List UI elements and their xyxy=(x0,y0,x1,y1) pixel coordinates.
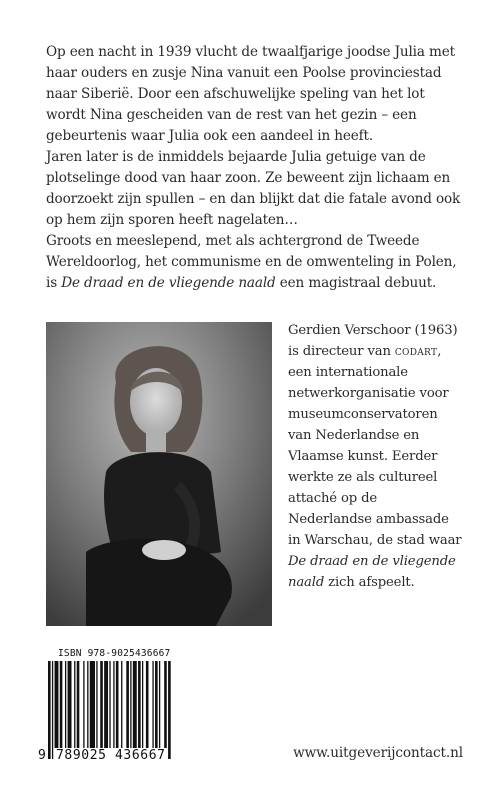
barcode-bars-icon xyxy=(48,661,172,759)
blurb-paragraph-1: Op een nacht in 1939 vlucht de twaalfjarige joodse Julia met haar ouders en zusje Nina vanuit een Poolse provinciestad naar Siberië. Door een afschuwelijke speling van het lot wordt Nina gescheiden van de rest van het gezin – een gebeurtenis waar Julia ook een aandeel in heeft. xyxy=(46,44,455,144)
publisher-website: www.uitgeverijcontact.nl xyxy=(293,745,463,761)
organization-name: codart xyxy=(394,344,438,359)
barcode-bar xyxy=(104,661,108,759)
barcode-bar xyxy=(90,661,95,759)
author-bio xyxy=(288,320,464,593)
bio-part-1: Gerdien Verschoor (1963) is directeur van xyxy=(288,323,458,359)
ean-digits: 789025 436667 xyxy=(56,748,166,763)
barcode-bar xyxy=(60,661,63,759)
blurb-paragraph-2: Jaren later is de inmiddels bejaarde Julia getuige van de plotselinge dood van haar zoon. Ze beweent zijn lichaam en doorzoekt zijn spullen – en dan blijkt dat die fatale avond ook op hem zijn sporen heeft nagelaten… xyxy=(46,149,461,228)
barcode-bar xyxy=(52,661,53,759)
barcode-bar xyxy=(130,661,131,759)
author-portrait-icon xyxy=(46,322,272,626)
book-title-italic: De draad en de vliegende naald xyxy=(61,275,276,291)
bio-part-3: zich afspeelt. xyxy=(324,575,415,590)
blurb-p3-before: Groots en meeslepend, met als achtergrond de Tweede Wereldoorlog, het communisme en de omwenteling in Polen, is xyxy=(46,233,457,291)
barcode-bar xyxy=(142,661,143,759)
barcode-bar xyxy=(113,661,114,759)
barcode-bar xyxy=(55,661,59,759)
barcode-bar xyxy=(83,661,84,759)
barcode-bar xyxy=(121,661,122,759)
barcode-bar xyxy=(152,661,153,759)
author-photo xyxy=(46,322,272,626)
ean-first-digit: 9 xyxy=(38,748,46,763)
barcode-bar xyxy=(48,661,51,759)
barcode-bar xyxy=(68,661,72,759)
bio-book-title-italic: De draad en de vliegende naald xyxy=(288,554,456,590)
isbn-label: ISBN 978-9025436667 xyxy=(58,648,171,659)
barcode-bar xyxy=(87,661,88,759)
back-cover-blurb xyxy=(46,42,466,294)
barcode-bar xyxy=(65,661,66,759)
barcode-bar xyxy=(96,661,97,759)
isbn-barcode xyxy=(38,648,173,772)
blurb-paragraph-3 xyxy=(46,231,466,294)
barcode-bar xyxy=(159,661,160,759)
barcode-bar xyxy=(164,661,167,759)
barcode-bar xyxy=(168,661,171,759)
barcode-bar xyxy=(74,661,75,759)
barcode-bar xyxy=(109,661,110,759)
barcode-bar xyxy=(155,661,158,759)
barcode-bar xyxy=(138,661,141,759)
barcode-bar xyxy=(116,661,119,759)
barcode-bar xyxy=(77,661,80,759)
barcode-bar xyxy=(100,661,103,759)
barcode-bar xyxy=(126,661,129,759)
bio-part-2: , een internationale netwerkorganisatie voor museumconservatoren van Nederlandse en Vlaamse kunst. Eerder werkte ze als cultureel attaché op de Nederlandse ambassade in Warschau, de stad waar xyxy=(288,344,462,548)
blurb-p3-after: een magistraal debuut. xyxy=(275,275,437,291)
barcode-bar xyxy=(133,661,137,759)
barcode-bar xyxy=(146,661,149,759)
